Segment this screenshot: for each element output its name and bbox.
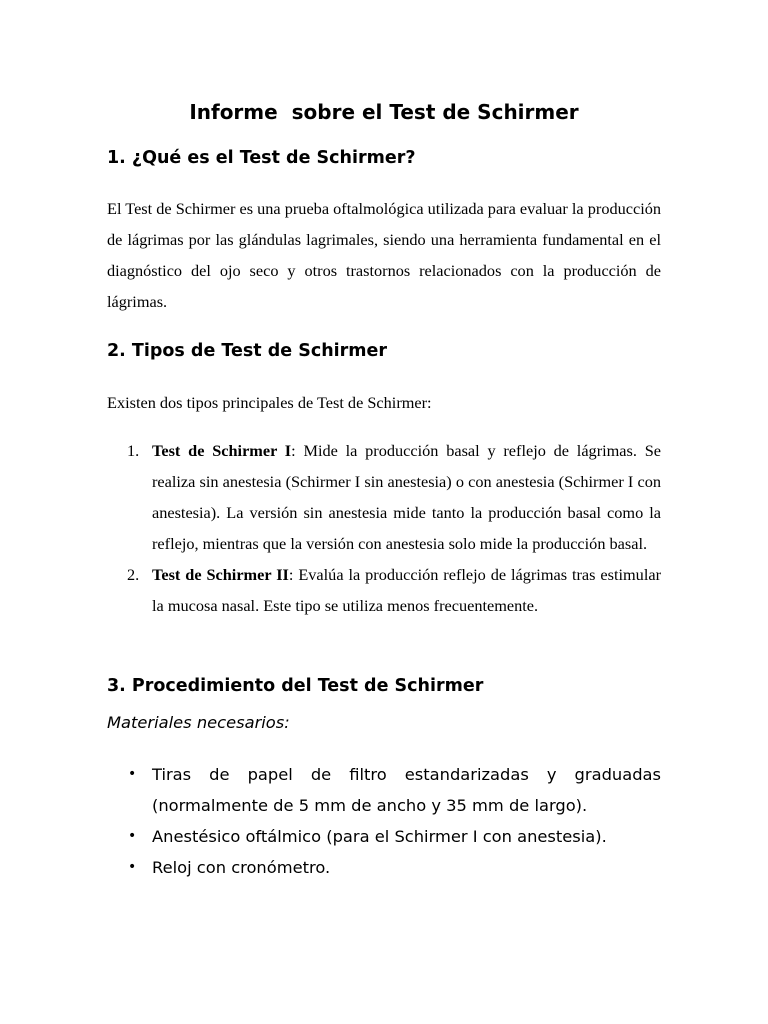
bullet-icon: • xyxy=(128,828,137,844)
list-item xyxy=(107,759,661,821)
bullet-icon: • xyxy=(128,766,137,782)
list-item-text: Anestésico oftálmico (para el Schirmer I con anestesia). xyxy=(152,827,607,846)
materials-list xyxy=(107,759,661,883)
list-item-text: : Mide la producción basal y reflejo de lágrimas. Se realiza sin anestesia (Schirmer I sin anestesia) o con anestesia (Schirmer I con anestesia). La versión sin anestesia mide tanto la producción basal como la reflejo, mientras que la versión con anestesia solo mide la producción basal. xyxy=(152,441,662,553)
types-list xyxy=(107,435,661,621)
section-1-heading: 1. ¿Qué es el Test de Schirmer? xyxy=(107,148,416,168)
list-item-term: Test de Schirmer I xyxy=(152,441,292,460)
section-2-heading: 2. Tipos de Test de Schirmer xyxy=(107,341,388,361)
document-title: Informe sobre el Test de Schirmer xyxy=(189,100,579,124)
list-item xyxy=(107,435,661,559)
list-item-term: Test de Schirmer II xyxy=(152,565,289,584)
list-item-text: : Evalúa la producción reflejo de lágrimas tras estimular la mucosa nasal. Este tipo se utiliza menos frecuentemente. xyxy=(152,565,661,615)
list-item-number: 1. xyxy=(127,441,140,460)
section-1-paragraph: El Test de Schirmer es una prueba oftalmológica utilizada para evaluar la producción de lágrimas por las glándulas lagrimales, siendo una herramienta fundamental en el diagnóstico del ojo seco y otros trastornos relacionados con la producción de lágrimas. xyxy=(107,199,661,311)
list-item xyxy=(107,852,661,883)
list-item xyxy=(107,559,661,621)
list-item-number: 2. xyxy=(127,565,140,584)
section-3-heading: 3. Procedimiento del Test de Schirmer xyxy=(107,676,484,696)
list-item-text: Tiras de papel de filtro estandarizadas y graduadas (normalmente de 5 mm de ancho y 35 mm de largo). xyxy=(152,765,661,815)
list-item-text: Reloj con cronómetro. xyxy=(152,858,331,877)
materials-subheading: Materiales necesarios: xyxy=(107,713,290,732)
bullet-icon: • xyxy=(128,859,137,875)
list-item xyxy=(107,821,661,852)
section-2-intro: Existen dos tipos principales de Test de Schirmer: xyxy=(107,393,432,412)
